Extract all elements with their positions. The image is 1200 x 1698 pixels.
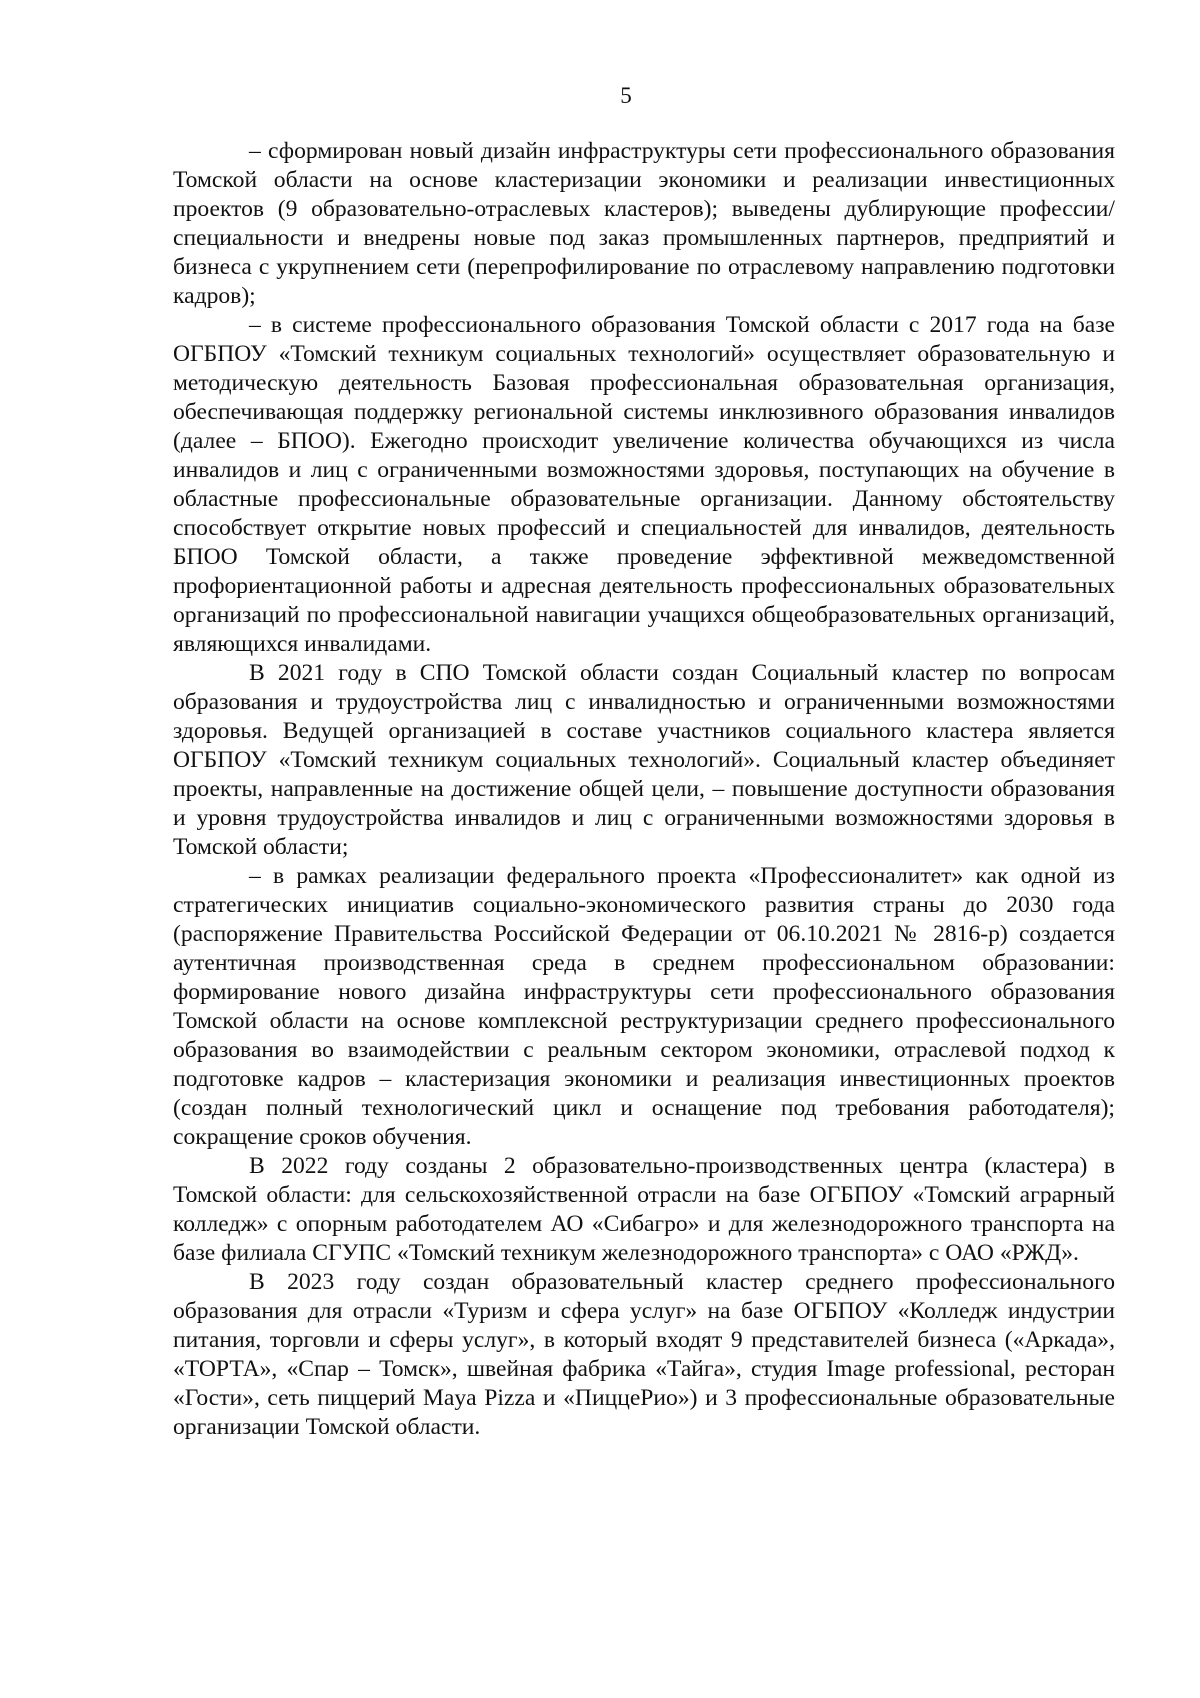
paragraph-social-cluster-2021: В 2021 году в СПО Томской области создан Социальный кластер по вопросам образования и трудоустройства лиц с инвалидностью и ограниченными возможностями здоровья. Ведущей организацией в составе участников социального кластера является ОГБПОУ «Томский техникум социальных технологий». Социальный кластер объединяет проекты, направленные на достижение общей цели, – повышение доступности образования и уровня трудоустройства инвалидов и лиц с ограниченными возможностями здоровья в Томской области; xyxy=(173,660,1115,860)
paragraph-clusters-2022: В 2022 году созданы 2 образовательно-производственных центра (кластера) в Томской области: для сельскохозяйственной отрасли на базе ОГБПОУ «Томский аграрный колледж» с опорным работодателем АО «Сибагро» и для железнодорожного транспорта на базе филиала СГУПС «Томский техникум железнодорожного транспорта» с ОАО «РЖД». xyxy=(173,1153,1115,1266)
paragraph-bpoo-inclusive-education: – в системе профессионального образования Томской области с 2017 года на базе ОГБПОУ «Томский техникум социальных технологий» осуществляет образовательную и методическую деятельность Базовая профессиональная образовательная организация, обеспечивающая поддержку региональной системы инклюзивного образования инвалидов (далее – БПОО). Ежегодно происходит увеличение количества обучающихся из числа инвалидов и лиц с ограниченными возможностями здоровья, поступающих на обучение в областные профессиональные образовательные организации. Данному обстоятельству способствует открытие новых профессий и специальностей для инвалидов, деятельность БПОО Томской области, а также проведение эффективной межведомственной профориентационной работы и адресная деятельность профессиональных образовательных организаций по профессиональной навигации учащихся общеобразовательных организаций, являющихся инвалидами. xyxy=(173,312,1115,657)
paragraph-professionalitet-project: – в рамках реализации федерального проекта «Профессионалитет» как одной из стратегических инициатив социально-экономического развития страны до 2030 года (распоряжение Правительства Российской Федерации от 06.10.2021 № 2816-р) создается аутентичная производственная среда в среднем профессиональном образовании: формирование нового дизайна инфраструктуры сети профессионального образования Томской области на основе комплексной реструктуризации среднего профессионального образования во взаимодействии с реальным сектором экономики, отраслевой подход к подготовке кадров – кластеризация экономики и реализация инвестиционных проектов (создан полный технологический цикл и оснащение под требования работодателя); сокращение сроков обучения. xyxy=(173,863,1115,1150)
document-body xyxy=(173,137,1115,1442)
paragraph-new-infrastructure-design: – сформирован новый дизайн инфраструктуры сети профессионального образования Томской области на основе кластеризации экономики и реализации инвестиционных проектов (9 образовательно-отраслевых кластеров); выведены дублирующие профессии/специальности и внедрены новые под заказ промышленных партнеров, предприятий и бизнеса с укрупнением сети (перепрофилирование по отраслевому направлению подготовки кадров); xyxy=(173,138,1115,309)
page-number: 5 xyxy=(620,83,632,108)
paragraph-tourism-cluster-2023: В 2023 году создан образовательный кластер среднего профессионального образования для отрасли «Туризм и сфера услуг» на базе ОГБПОУ «Колледж индустрии питания, торговли и сферы услуг», в который входят 9 представителей бизнеса («Аркада», «ТОРТА», «Спар – Томск», швейная фабрика «Тайга», студия Image professional, ресторан «Гости», сеть пиццерий Maya Pizza и «ПиццеРио») и 3 профессиональные образовательные организации Томской области. xyxy=(173,1269,1115,1440)
